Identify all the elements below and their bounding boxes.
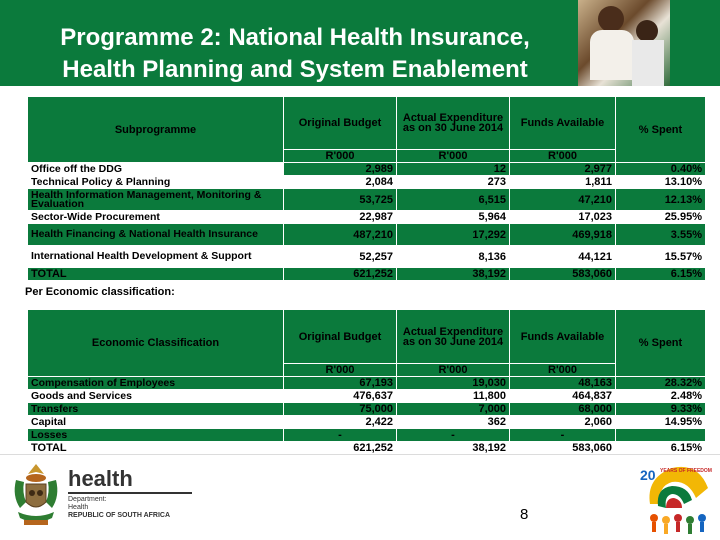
total-funds: 583,060 <box>510 268 616 281</box>
footer-divider <box>0 454 720 455</box>
economic-classification-table <box>27 309 706 455</box>
row-actual: 7,000 <box>397 403 510 416</box>
total-row <box>28 268 706 281</box>
row-actual: - <box>397 429 510 442</box>
total-pct: 6.15% <box>616 268 706 281</box>
table-row <box>28 163 706 176</box>
unit-label: R'000 <box>510 364 616 377</box>
coat-of-arms-icon <box>10 462 62 528</box>
row-pct <box>616 429 706 442</box>
row-pct: 0.40% <box>616 163 706 176</box>
row-name: Capital <box>28 416 284 429</box>
row-pct: 2.48% <box>616 390 706 403</box>
table-row <box>28 211 706 224</box>
row-budget: 52,257 <box>284 246 397 268</box>
table-row <box>28 189 706 211</box>
header-original-budget: Original Budget <box>284 97 397 150</box>
dept-label: Department: <box>68 496 107 503</box>
row-actual: 17,292 <box>397 224 510 246</box>
unit-label: R'000 <box>397 364 510 377</box>
unit-label: R'000 <box>284 364 397 377</box>
row-budget: 53,725 <box>284 189 397 211</box>
badge-text: YEARS OF FREEDOM <box>660 468 712 474</box>
country-name: REPUBLIC OF SOUTH AFRICA <box>68 512 171 519</box>
row-actual: 5,964 <box>397 211 510 224</box>
header-actual-expenditure: Actual Expenditure as on 30 June 2014 <box>397 97 510 150</box>
table-row <box>28 377 706 390</box>
row-name: Health Financing & National Health Insurance <box>28 224 284 246</box>
table-row <box>28 416 706 429</box>
total-pct: 6.15% <box>616 442 706 455</box>
header-original-budget: Original Budget <box>284 310 397 364</box>
row-name: Goods and Services <box>28 390 284 403</box>
row-budget: - <box>284 429 397 442</box>
table-row <box>28 429 706 442</box>
row-pct: 14.95% <box>616 416 706 429</box>
row-budget: 476,637 <box>284 390 397 403</box>
total-actual: 38,192 <box>397 268 510 281</box>
row-actual: 6,515 <box>397 189 510 211</box>
row-pct: 9.33% <box>616 403 706 416</box>
dept-name: Health <box>68 504 89 511</box>
row-actual: 273 <box>397 176 510 189</box>
row-budget: 2,422 <box>284 416 397 429</box>
header-subprogramme: Subprogramme <box>28 97 284 163</box>
row-funds: 47,210 <box>510 189 616 211</box>
row-name: Health Information Management, Monitoring & Evaluation <box>28 189 284 211</box>
row-pct: 13.10% <box>616 176 706 189</box>
row-funds: 1,811 <box>510 176 616 189</box>
total-label: TOTAL <box>28 268 284 281</box>
row-funds: 48,163 <box>510 377 616 390</box>
header-pct-spent: % Spent <box>616 310 706 377</box>
header-funds-available: Funds Available <box>510 310 616 364</box>
row-budget: 2,989 <box>284 163 397 176</box>
row-budget: 2,084 <box>284 176 397 189</box>
row-name: Transfers <box>28 403 284 416</box>
row-budget: 487,210 <box>284 224 397 246</box>
row-name: Compensation of Employees <box>28 377 284 390</box>
row-funds: 464,837 <box>510 390 616 403</box>
economic-section-label: Per Economic classification: <box>25 286 175 298</box>
total-funds: 583,060 <box>510 442 616 455</box>
row-budget: 22,987 <box>284 211 397 224</box>
total-label: TOTAL <box>28 442 284 455</box>
row-budget: 67,193 <box>284 377 397 390</box>
row-pct: 12.13% <box>616 189 706 211</box>
row-funds: 17,023 <box>510 211 616 224</box>
row-name: Office off the DDG <box>28 163 284 176</box>
row-pct: 25.95% <box>616 211 706 224</box>
row-name: Technical Policy & Planning <box>28 176 284 189</box>
row-funds: 2,977 <box>510 163 616 176</box>
badge-number: 20 <box>640 467 656 483</box>
subprogramme-table <box>27 96 706 281</box>
unit-label: R'000 <box>397 150 510 163</box>
header-funds-available: Funds Available <box>510 97 616 150</box>
row-pct: 28.32% <box>616 377 706 390</box>
slide-title <box>10 22 580 86</box>
total-row <box>28 442 706 455</box>
row-funds: 68,000 <box>510 403 616 416</box>
freedom-badge-icon <box>636 458 714 536</box>
row-name: Losses <box>28 429 284 442</box>
row-pct: 3.55% <box>616 224 706 246</box>
header-pct-spent: % Spent <box>616 97 706 163</box>
table-row <box>28 224 706 246</box>
row-pct: 15.57% <box>616 246 706 268</box>
row-actual: 8,136 <box>397 246 510 268</box>
row-actual: 362 <box>397 416 510 429</box>
row-actual: 12 <box>397 163 510 176</box>
row-actual: 19,030 <box>397 377 510 390</box>
row-name: Sector-Wide Procurement <box>28 211 284 224</box>
header-photo <box>578 0 670 86</box>
total-budget: 621,252 <box>284 268 397 281</box>
header-classification: Economic Classification <box>28 310 284 377</box>
unit-label: R'000 <box>284 150 397 163</box>
department-block <box>68 496 170 520</box>
row-funds: - <box>510 429 616 442</box>
total-budget: 621,252 <box>284 442 397 455</box>
title-line-1: Programme 2: National Health Insurance, <box>60 24 530 51</box>
title-line-2: Health Planning and System Enablement <box>62 56 528 83</box>
health-logo-word: health <box>68 466 133 491</box>
logo-rule <box>68 492 192 494</box>
table-row <box>28 246 706 268</box>
table-row <box>28 403 706 416</box>
total-actual: 38,192 <box>397 442 510 455</box>
row-funds: 2,060 <box>510 416 616 429</box>
header-actual-expenditure: Actual Expenditure as on 30 June 2014 <box>397 310 510 364</box>
row-funds: 469,918 <box>510 224 616 246</box>
row-actual: 11,800 <box>397 390 510 403</box>
row-budget: 75,000 <box>284 403 397 416</box>
row-name: International Health Development & Support <box>28 246 284 268</box>
unit-label: R'000 <box>510 150 616 163</box>
table-row <box>28 390 706 403</box>
page-number: 8 <box>520 506 529 523</box>
table-row <box>28 176 706 189</box>
row-funds: 44,121 <box>510 246 616 268</box>
